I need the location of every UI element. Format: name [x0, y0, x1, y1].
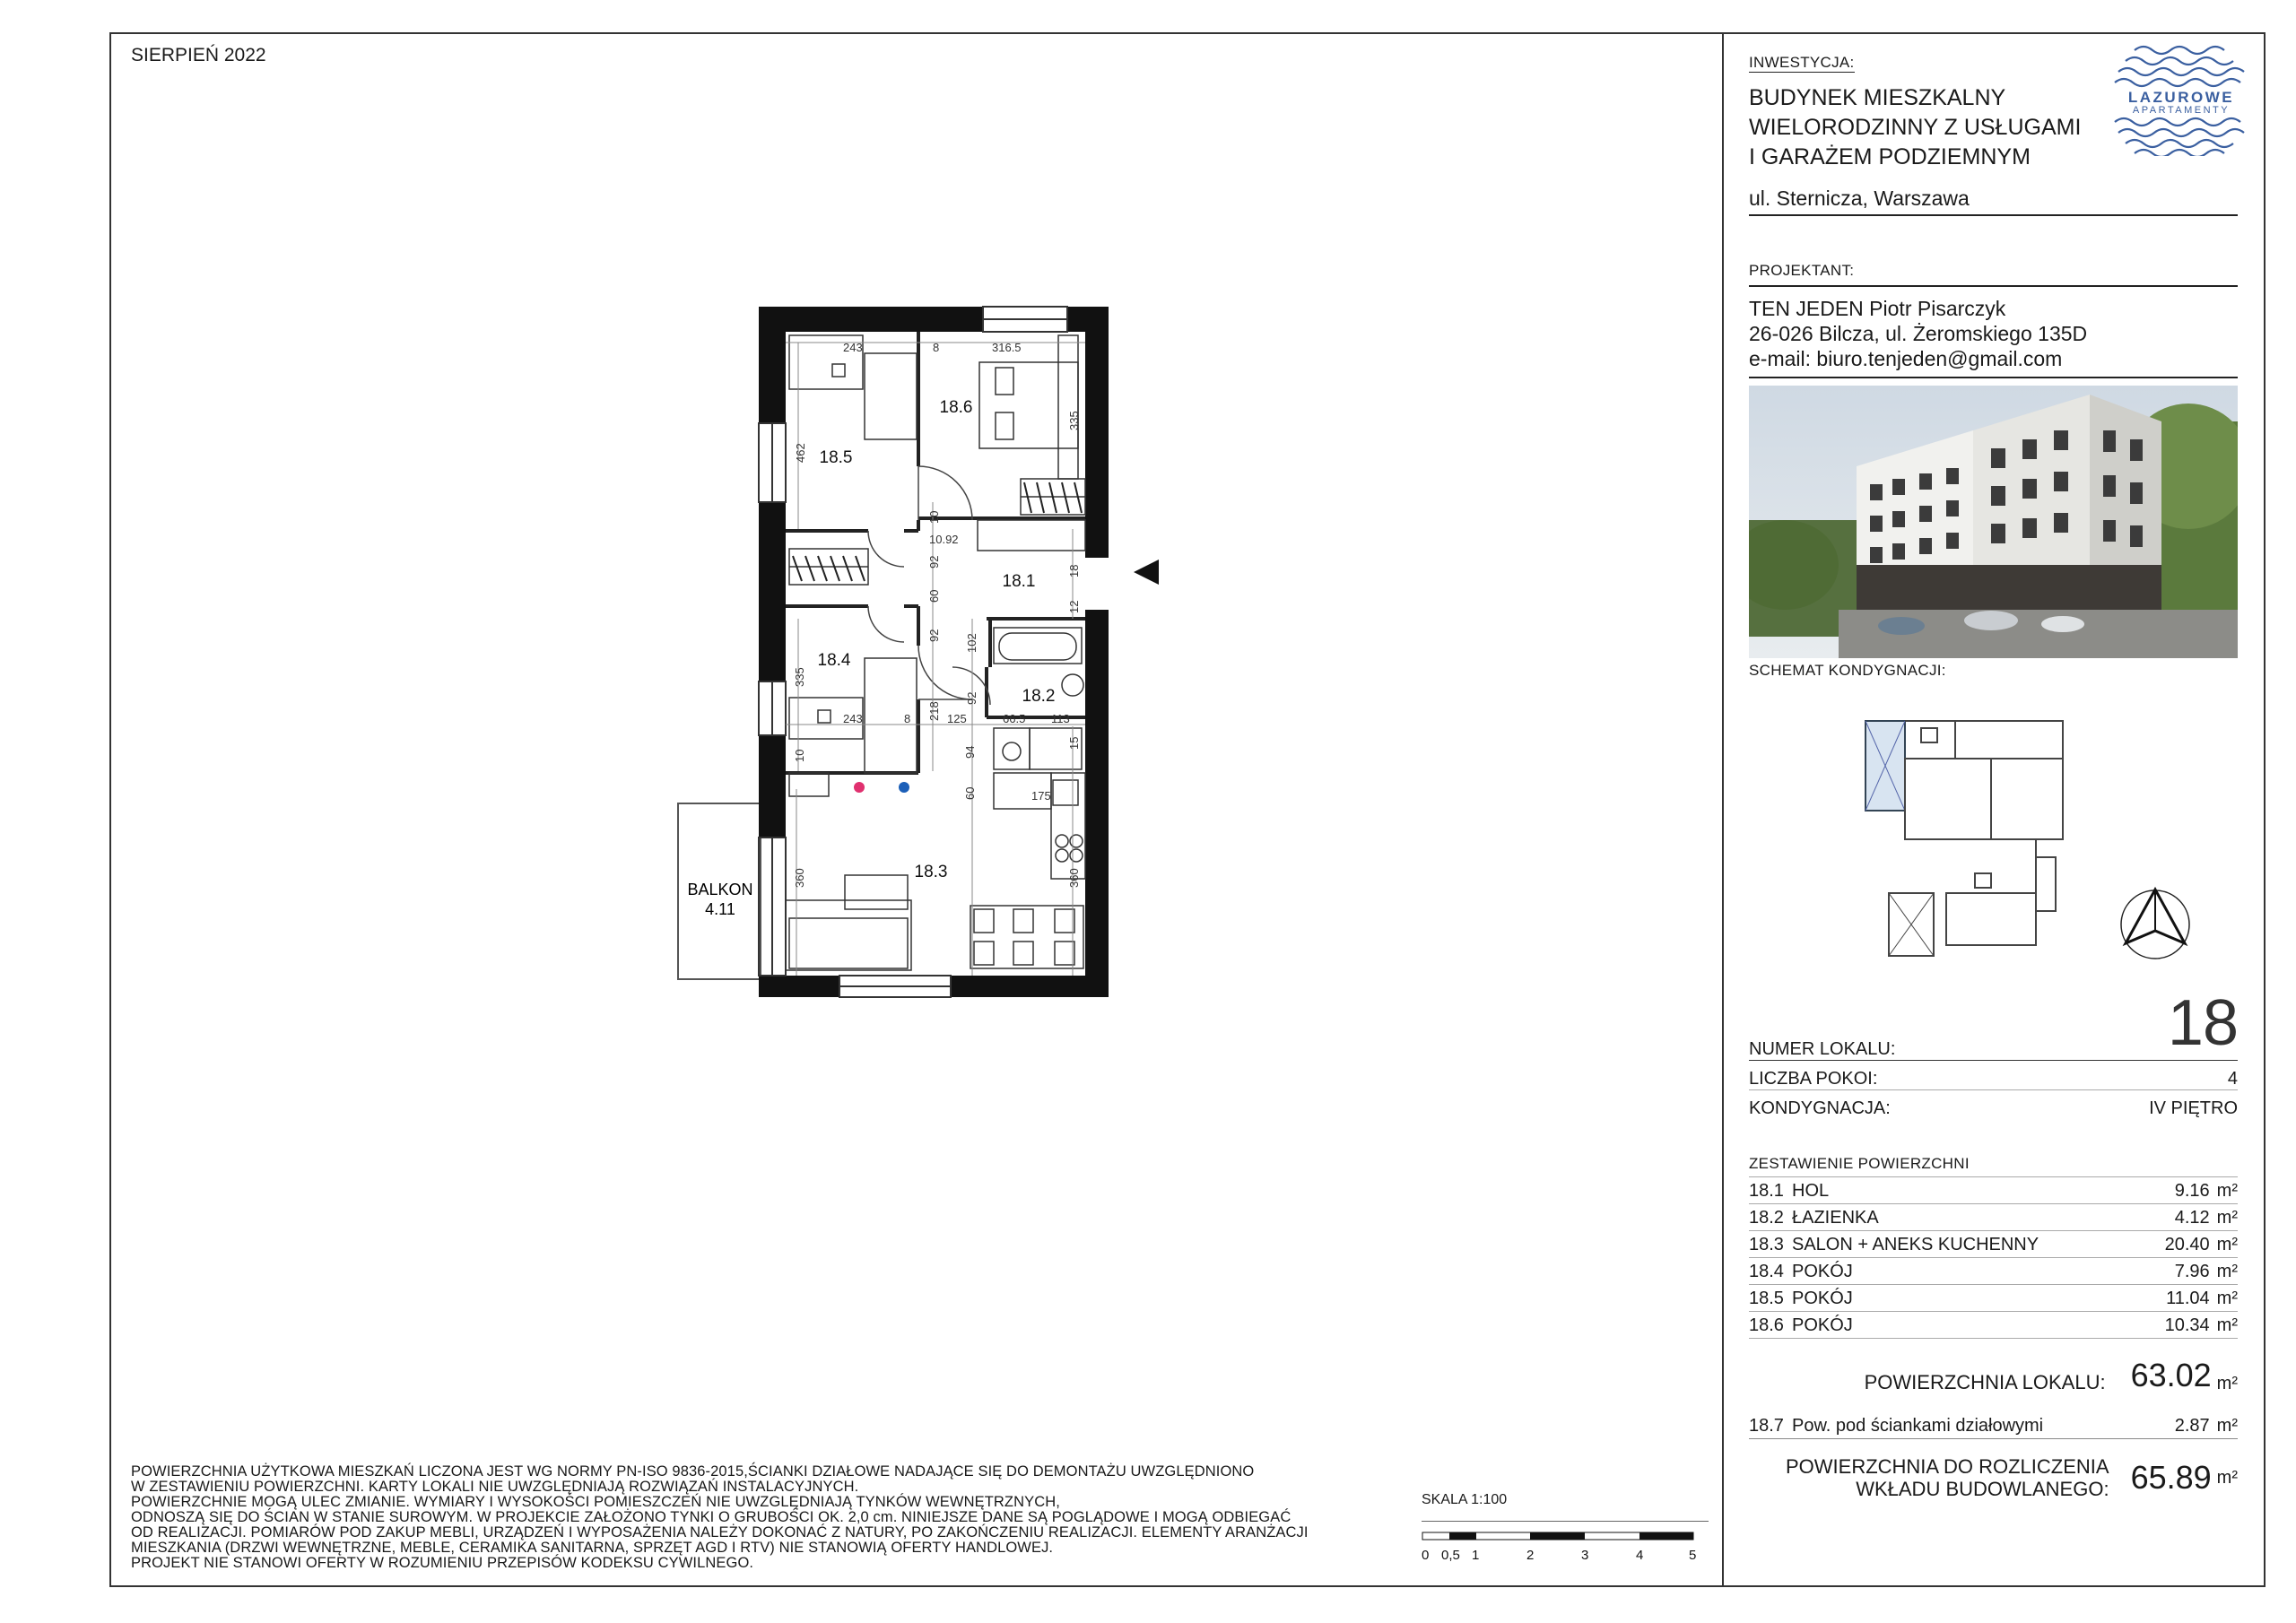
- disclaimer-notes: [131, 1464, 1387, 1571]
- note-line: W ZESTAWIENIU POWIERZCHNI. KARTY LOKALI NIE UWZGLĘDNIAJĄ ROZWIĄZAŃ INSTALACYJNYCH.: [131, 1479, 859, 1495]
- scale-graphic: [1422, 1531, 1700, 1567]
- balcony-label: BALKON: [687, 881, 753, 898]
- partition-row: [1749, 1412, 2238, 1439]
- floor-scheme-label: SCHEMAT KONDYGNACJI:: [1749, 662, 1946, 679]
- room-18-3: 18.3: [914, 863, 948, 881]
- svg-text:218: 218: [927, 701, 941, 721]
- area-rows: [1749, 1177, 2238, 1339]
- svg-text:92: 92: [965, 691, 978, 705]
- svg-text:60: 60: [927, 589, 941, 603]
- svg-text:243: 243: [843, 712, 863, 725]
- area-unit: m²: [2216, 1181, 2238, 1201]
- designer-line-3: e-mail: biuro.tenjeden@gmail.com: [1749, 347, 2063, 370]
- area-room-value: 4.12: [2174, 1208, 2210, 1228]
- divider: [1749, 377, 2238, 378]
- room-18-2: 18.2: [1022, 687, 1056, 706]
- room-18-4: 18.4: [817, 651, 851, 670]
- area-row: [1749, 1258, 2238, 1285]
- issue-date: SIERPIEŃ 2022: [131, 45, 266, 65]
- area-room-name: ŁAZIENKA: [1792, 1208, 1879, 1228]
- room-18-6: 18.6: [939, 398, 973, 417]
- total-area-value: 63.02: [2130, 1357, 2212, 1393]
- area-unit: m²: [2216, 1208, 2238, 1228]
- scale-tick: 2: [1526, 1548, 1535, 1563]
- area-room-name: POKÓJ: [1792, 1315, 1853, 1335]
- room-18-5: 18.5: [819, 448, 853, 467]
- svg-text:316.5: 316.5: [992, 341, 1022, 354]
- svg-text:360: 360: [1067, 868, 1081, 888]
- scale-bar: [1422, 1492, 1709, 1571]
- panel-divider: [1722, 32, 1724, 1587]
- svg-text:462: 462: [794, 443, 807, 463]
- building-rendering: [1749, 386, 2238, 658]
- floor-scheme: [1857, 714, 2081, 967]
- designer-line-2: 26-026 Bilcza, ul. Żeromskiego 135D: [1749, 322, 2088, 345]
- unit-number-label: NUMER LOKALU:: [1749, 1039, 1896, 1059]
- outer-walls: [759, 307, 1109, 997]
- area-room-name: SALON + ANEKS KUCHENNY: [1792, 1235, 2039, 1254]
- svg-text:12: 12: [1067, 600, 1081, 613]
- note-line: OD REALIZACJI. POMIARÓW POD ZAKUP MEBLI, URZĄDZEŃ I WYPOSAŻENIA NALEŻY DOKONAĆ Z NATURY, PO ZAKOŃCZENIU REALIZACJI. ELEMENTY ARANŻACJI: [131, 1524, 1309, 1541]
- north-arrow-icon: [2115, 884, 2196, 965]
- area-unit: m²: [2216, 1262, 2238, 1281]
- area-room-number: 18.2: [1749, 1208, 1784, 1228]
- svg-text:175: 175: [1031, 789, 1051, 803]
- svg-text:92: 92: [927, 555, 941, 568]
- svg-text:18: 18: [1067, 564, 1081, 577]
- svg-text:66.5: 66.5: [1003, 712, 1026, 725]
- svg-text:60: 60: [963, 786, 977, 800]
- area-room-value: 9.16: [2174, 1181, 2210, 1201]
- divider: [1749, 285, 2238, 287]
- logo-sub: APARTAMENTY: [2132, 105, 2231, 116]
- svg-text:102: 102: [965, 633, 978, 653]
- svg-text:335: 335: [793, 667, 806, 687]
- investment-label: INWESTYCJA:: [1749, 54, 1855, 71]
- area-room-value: 10.34: [2164, 1315, 2210, 1335]
- svg-text:125: 125: [947, 712, 967, 725]
- svg-text:113: 113: [1051, 712, 1070, 725]
- unit-number: 18: [2167, 987, 2238, 1059]
- logo-name: LAZUROWE: [2127, 89, 2235, 106]
- area-row: [1749, 1204, 2238, 1231]
- svg-text:360: 360: [793, 868, 806, 888]
- scale-tick: 5: [1689, 1548, 1697, 1563]
- note-line: POWIERZCHNIE MOGĄ ULEC ZMIANIE. WYMIARY I WYSOKOŚCI POMIESZCZEŃ NIE UWZGLĘDNIAJĄ TYNKÓW WEWNĘTRZNYCH,: [131, 1494, 1060, 1510]
- investment-line-3: I GARAŻEM PODZIEMNYM: [1749, 144, 2031, 169]
- investment-line-2: WIELORODZINNY Z USŁUGAMI: [1749, 115, 2082, 140]
- note-line: POWIERZCHNIA UŻYTKOWA MIESZKAŃ LICZONA JEST WG NORMY PN-ISO 9836-2015,ŚCIANKI DZIAŁOWE NADAJĄCE SIĘ DO DEMONTAŻU UWZGLĘDNIONO: [131, 1463, 1255, 1480]
- area-room-name: POKÓJ: [1792, 1289, 1853, 1308]
- unit-info: [1749, 1035, 2238, 1119]
- area-room-number: 18.3: [1749, 1235, 1784, 1254]
- svg-text:94: 94: [963, 745, 977, 759]
- area-summary: [1749, 1155, 2238, 1500]
- partition-name: Pow. pod ściankami działowymi: [1792, 1416, 2044, 1436]
- scale-label: SKALA 1:100: [1422, 1492, 1508, 1507]
- settle-label-2: WKŁADU BUDOWLANEGO:: [1856, 1478, 2109, 1500]
- svg-text:15: 15: [1067, 736, 1081, 750]
- balcony-area: 4.11: [705, 900, 735, 918]
- floor-label: KONDYGNACJA:: [1749, 1098, 1891, 1118]
- investment-address: ul. Sternicza, Warszawa: [1749, 187, 1970, 210]
- svg-text:8: 8: [904, 712, 911, 725]
- total-area-unit: m²: [2216, 1374, 2238, 1393]
- note-line: PROJEKT NIE STANOWI OFERTY W ROZUMIENIU PRZEPISÓW KODEKSU CYWILNEGO.: [131, 1555, 754, 1571]
- rooms-label: LICZBA POKOI:: [1749, 1069, 1878, 1089]
- area-room-number: 18.5: [1749, 1289, 1784, 1308]
- scale-tick: 1: [1472, 1548, 1480, 1563]
- area-room-value: 7.96: [2174, 1262, 2210, 1281]
- designer-line-1: TEN JEDEN Piotr Pisarczyk: [1749, 297, 2006, 320]
- designer-block: [1749, 262, 2238, 378]
- area-room-value: 11.04: [2166, 1289, 2210, 1308]
- total-area-label: POWIERZCHNIA LOKALU:: [1864, 1371, 2106, 1393]
- area-room-number: 18.6: [1749, 1315, 1784, 1335]
- area-room-value: 20.40: [2164, 1235, 2210, 1254]
- partition-no: 18.7: [1749, 1416, 1784, 1436]
- rooms-value: 4: [2227, 1069, 2238, 1089]
- settle-value: 65.89: [2130, 1459, 2212, 1496]
- svg-text:10: 10: [927, 510, 941, 524]
- settle-unit: m²: [2216, 1467, 2238, 1488]
- designer-label: PROJEKTANT:: [1749, 262, 1855, 279]
- investment-line-1: BUDYNEK MIESZKALNY: [1749, 85, 2006, 110]
- utility-marker-pink: [854, 782, 865, 793]
- room-18-1: 18.1: [1002, 572, 1036, 591]
- area-row: [1749, 1177, 2238, 1204]
- area-row: [1749, 1312, 2238, 1339]
- svg-text:10.92: 10.92: [929, 533, 959, 546]
- area-room-number: 18.1: [1749, 1181, 1784, 1201]
- scale-tick: 3: [1581, 1548, 1589, 1563]
- utility-marker-blue: [899, 782, 909, 793]
- area-unit: m²: [2216, 1315, 2238, 1335]
- scale-tick: 4: [1636, 1548, 1644, 1563]
- area-unit: m²: [2216, 1235, 2238, 1254]
- entrance-arrow: [1134, 560, 1159, 585]
- svg-text:243: 243: [843, 341, 863, 354]
- floor-plan: [664, 296, 1166, 1013]
- area-row: [1749, 1231, 2238, 1258]
- note-line: MIESZKANIA (DRZWI WEWNĘTRZNE, MEBLE, CERAMIKA SANITARNA, SPRZĘT AGD I RTV) NIE STANOWIĄ OFERTY HANDLOWEJ.: [131, 1540, 1054, 1556]
- settle-label-1: POWIERZCHNIA DO ROZLICZENIA: [1785, 1455, 2109, 1478]
- scale-tick: 0: [1422, 1548, 1430, 1563]
- scale-tick: 0,5: [1441, 1548, 1460, 1563]
- windows: [759, 307, 1067, 997]
- partition-value: 2.87: [2174, 1416, 2210, 1436]
- note-line: ODNOSZĄ SIĘ DO ŚCIAN W STANIE SUROWYM. W PROJEKCIE ZAŁOŻONO TYNKI O GRUBOŚCI OK. 2,0 cm. NINIEJSZE DANE SĄ POGLĄDOWE I MOGĄ ODBIEGAĆ: [131, 1509, 1292, 1525]
- svg-text:92: 92: [927, 629, 941, 642]
- partition-unit: m²: [2216, 1416, 2238, 1436]
- area-room-name: HOL: [1792, 1181, 1830, 1201]
- area-summary-title: ZESTAWIENIE POWIERZCHNI: [1749, 1155, 2238, 1177]
- logo: [2108, 39, 2256, 156]
- svg-text:8: 8: [933, 341, 940, 354]
- svg-text:335: 335: [1067, 411, 1081, 430]
- area-row: [1749, 1285, 2238, 1312]
- area-unit: m²: [2216, 1289, 2238, 1308]
- divider: [1749, 214, 2238, 216]
- area-room-name: POKÓJ: [1792, 1262, 1853, 1281]
- svg-text:10: 10: [793, 749, 806, 762]
- dimension-labels: [793, 341, 1081, 888]
- floor-value: IV PIĘTRO: [2149, 1098, 2238, 1118]
- area-room-number: 18.4: [1749, 1262, 1784, 1281]
